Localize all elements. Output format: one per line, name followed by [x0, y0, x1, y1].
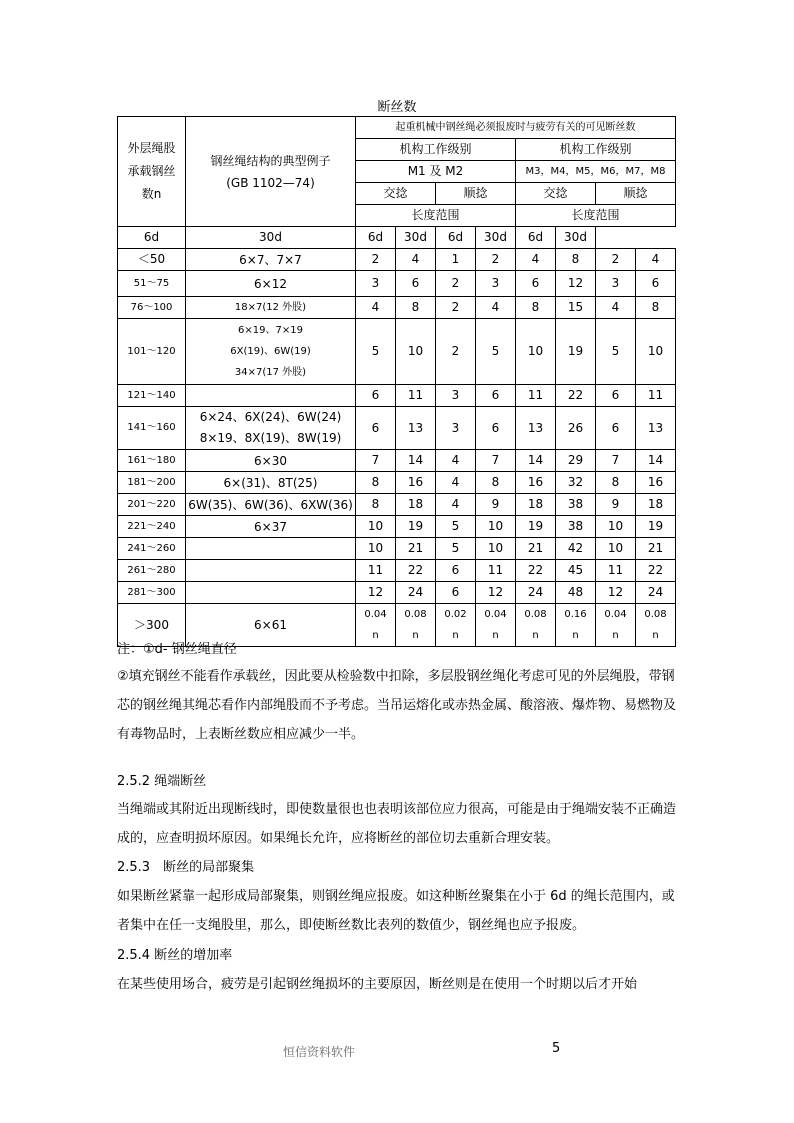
broken-wire-value: 8	[356, 472, 396, 494]
section-2-5-2-title: 2.5.2 绳端断丝	[117, 774, 207, 789]
structure-example-line: 6×61	[254, 618, 287, 632]
value-coefficient: 0.08	[404, 609, 427, 620]
structure-example	[186, 271, 356, 297]
structure-example	[186, 494, 356, 516]
structure-example	[186, 560, 356, 582]
structure-example-line: 6×24、6X(24)、6W(24)	[199, 410, 342, 424]
broken-wire-table	[117, 116, 676, 647]
broken-wire-value: 18	[396, 494, 436, 516]
value-coefficient: 0.04	[484, 609, 507, 620]
wire-count-range: 281～300	[118, 582, 186, 604]
broken-wire-value: 11	[396, 385, 436, 407]
broken-wire-value: 10	[636, 319, 676, 385]
broken-wire-value: 10	[396, 319, 436, 385]
broken-wire-value: 6	[436, 582, 476, 604]
section-2-5-4-title: 2.5.4 断丝的增加率	[117, 948, 233, 963]
header-30d: 30d	[186, 227, 356, 249]
broken-wire-value: 3	[476, 271, 516, 297]
wire-count-range: 51～75	[118, 271, 186, 297]
broken-wire-value: 2	[476, 249, 516, 271]
broken-wire-value: 14	[636, 450, 676, 472]
value-unit: n	[372, 630, 379, 641]
broken-wire-value: 5	[436, 538, 476, 560]
wire-count-range: 241～260	[118, 538, 186, 560]
broken-wire-value: 2	[436, 319, 476, 385]
broken-wire-value: 4	[596, 297, 636, 319]
value-unit: n	[452, 630, 459, 641]
broken-wire-value: 2	[356, 249, 396, 271]
broken-wire-value: 32	[556, 472, 596, 494]
structure-example-line: 6×30	[254, 453, 287, 468]
structure-example-line: 34×7(17 外股)	[234, 367, 307, 378]
broken-wire-value: 6	[436, 560, 476, 582]
broken-wire-value: 10	[356, 516, 396, 538]
broken-wire-value: 7	[476, 450, 516, 472]
broken-wire-value: 4	[436, 472, 476, 494]
wire-count-range: 221～240	[118, 516, 186, 538]
value-unit: n	[412, 630, 419, 641]
table-row	[118, 516, 676, 538]
broken-wire-value: 3	[436, 407, 476, 450]
wire-count-range: 181～200	[118, 472, 186, 494]
broken-wire-value: 18	[516, 494, 556, 516]
broken-wire-value	[516, 604, 556, 647]
broken-wire-value: 6	[396, 271, 436, 297]
broken-wire-value: 42	[556, 538, 596, 560]
value-unit: n	[572, 630, 579, 641]
structure-example	[186, 472, 356, 494]
broken-wire-value: 21	[516, 538, 556, 560]
broken-wire-value: 38	[556, 494, 596, 516]
structure-example	[186, 538, 356, 560]
table-caption: 断丝数	[377, 100, 417, 115]
value-coefficient: 0.08	[644, 609, 667, 620]
broken-wire-value: 16	[636, 472, 676, 494]
broken-wire-value: 11	[636, 385, 676, 407]
broken-wire-value: 19	[556, 319, 596, 385]
section-2-5-3-title: 2.5.3 断丝的局部聚集	[117, 860, 255, 875]
broken-wire-value: 11	[356, 560, 396, 582]
broken-wire-value: 6	[476, 385, 516, 407]
broken-wire-value: 7	[596, 450, 636, 472]
value-coefficient: 0.16	[564, 609, 587, 620]
broken-wire-value: 2	[596, 249, 636, 271]
structure-example-line: 6×12	[254, 276, 287, 291]
table-row	[118, 407, 676, 450]
table-row	[118, 319, 676, 385]
header-structure-example: 钢丝绳结构的典型例子(GB 1102—74)	[186, 117, 356, 227]
structure-example-line: 6×19、7×19	[238, 325, 303, 336]
broken-wire-value: 10	[516, 319, 556, 385]
wire-count-range: 161～180	[118, 450, 186, 472]
broken-wire-value: 22	[636, 560, 676, 582]
broken-wire-value: 6	[596, 385, 636, 407]
broken-wire-value: 22	[556, 385, 596, 407]
broken-wire-value: 22	[396, 560, 436, 582]
broken-wire-value: 1	[436, 249, 476, 271]
broken-wire-value: 8	[596, 472, 636, 494]
value-coefficient: 0.08	[524, 609, 547, 620]
broken-wire-value	[596, 604, 636, 647]
broken-wire-value: 8	[356, 494, 396, 516]
header-length-range-b: 长度范围	[516, 205, 676, 227]
structure-example-line: 8×19、8X(19)、8W(19)	[199, 431, 342, 445]
broken-wire-value: 8	[636, 297, 676, 319]
table-row	[118, 560, 676, 582]
broken-wire-value	[556, 604, 596, 647]
header-cross-lay-b: 交捻	[516, 183, 596, 205]
header-6d: 6d	[356, 227, 396, 249]
broken-wire-value: 19	[636, 516, 676, 538]
structure-example	[186, 516, 356, 538]
wire-count-range: 121～140	[118, 385, 186, 407]
structure-example-line: 6×37	[254, 519, 287, 534]
broken-wire-value: 14	[516, 450, 556, 472]
broken-wire-value: 24	[516, 582, 556, 604]
broken-wire-value: 3	[356, 271, 396, 297]
table-row	[118, 472, 676, 494]
header-class-a-values: M1 及 M2	[356, 161, 516, 183]
structure-example-line: 6X(19)、6W(19)	[230, 346, 311, 357]
table-row	[118, 494, 676, 516]
broken-wire-value: 2	[436, 297, 476, 319]
value-coefficient: 0.04	[604, 609, 627, 620]
section-2-5-2-body: 当绳端或其附近出现断线时，即使数量很也也表明该部位应力很高，可能是由于绳端安装不正确造成的，应查明损坏原因。如果绳长允许，应将断丝的部位切去重新合理安装。	[117, 802, 677, 846]
header-6d: 6d	[436, 227, 476, 249]
footer-text: 恒信资料软件	[283, 1045, 356, 1059]
broken-wire-value: 8	[476, 472, 516, 494]
value-unit: n	[492, 630, 499, 641]
header-6d: 6d	[118, 227, 186, 249]
structure-example	[186, 297, 356, 319]
wire-count-range: ＞300	[118, 604, 186, 647]
value-unit: n	[532, 630, 539, 641]
broken-wire-value	[436, 604, 476, 647]
broken-wire-value: 8	[396, 297, 436, 319]
broken-wire-value: 6	[476, 407, 516, 450]
broken-wire-value: 8	[556, 249, 596, 271]
broken-wire-value	[356, 604, 396, 647]
broken-wire-value: 5	[596, 319, 636, 385]
wire-count-range: 141～160	[118, 407, 186, 450]
table-row	[118, 297, 676, 319]
broken-wire-value: 10	[476, 538, 516, 560]
broken-wire-value: 11	[476, 560, 516, 582]
section-2-5-3-body: 如果断丝紧靠一起形成局部聚集，则钢丝绳应报废。如这种断丝聚集在小于 6d 的绳长范围内，或者集中在任一支绳股里，那么，即使断丝数比表列的数值少，钢丝绳也应予报废。	[117, 889, 675, 933]
broken-wire-value: 9	[596, 494, 636, 516]
broken-wire-value: 6	[516, 271, 556, 297]
structure-example-line: 6×(31)、8T(25)	[223, 475, 318, 490]
table-row	[118, 582, 676, 604]
value-unit: n	[652, 630, 659, 641]
structure-example	[186, 319, 356, 385]
header-class-b-values: M3，M4，M5，M6，M7，M8	[516, 161, 676, 183]
header-class-b: 机构工作级别	[516, 139, 676, 161]
broken-wire-value: 8	[516, 297, 556, 319]
header-visible-broken-wires: 起重机械中钢丝绳必须报废时与疲劳有关的可见断丝数	[356, 117, 676, 139]
broken-wire-value: 11	[596, 560, 636, 582]
broken-wire-value: 16	[396, 472, 436, 494]
note-2: ②填充钢丝不能看作承载丝，因此要从检验数中扣除，多层股钢丝绳化考虑可见的外层绳股，带钢芯的钢丝绳其绳芯看作内部绳股而不予考虑。当吊运熔化或赤热金属、酸溶液、爆炸物、易燃物及有毒物品时，上表断丝数应相应减少一半。	[117, 669, 677, 742]
broken-wire-value: 19	[396, 516, 436, 538]
header-outer-wires: 外层绳股承载钢丝数n	[118, 117, 186, 227]
table-row	[118, 450, 676, 472]
broken-wire-value: 21	[636, 538, 676, 560]
broken-wire-value: 12	[356, 582, 396, 604]
broken-wire-value: 21	[396, 538, 436, 560]
wire-count-range: 101～120	[118, 319, 186, 385]
broken-wire-value: 12	[596, 582, 636, 604]
broken-wire-value: 48	[556, 582, 596, 604]
broken-wire-value: 15	[556, 297, 596, 319]
broken-wire-value: 12	[476, 582, 516, 604]
broken-wire-value: 6	[636, 271, 676, 297]
broken-wire-value: 7	[356, 450, 396, 472]
broken-wire-value: 24	[396, 582, 436, 604]
header-cross-lay-a: 交捻	[356, 183, 436, 205]
wire-count-range: 76～100	[118, 297, 186, 319]
header-30d: 30d	[556, 227, 596, 249]
value-unit: n	[612, 630, 619, 641]
broken-wire-value: 6	[356, 407, 396, 450]
structure-example	[186, 385, 356, 407]
value-coefficient: 0.02	[444, 609, 467, 620]
header-class-a: 机构工作级别	[356, 139, 516, 161]
structure-example	[186, 407, 356, 450]
broken-wire-value: 3	[596, 271, 636, 297]
broken-wire-value: 38	[556, 516, 596, 538]
broken-wire-value	[476, 604, 516, 647]
broken-wire-value: 22	[516, 560, 556, 582]
broken-wire-value: 14	[396, 450, 436, 472]
broken-wire-value: 3	[436, 385, 476, 407]
table-row	[118, 385, 676, 407]
broken-wire-value: 5	[436, 516, 476, 538]
broken-wire-value: 4	[436, 450, 476, 472]
broken-wire-value: 5	[476, 319, 516, 385]
broken-wire-value: 10	[476, 516, 516, 538]
broken-wire-value: 10	[596, 538, 636, 560]
broken-wire-value	[396, 604, 436, 647]
table-row	[118, 538, 676, 560]
wire-count-range: 261～280	[118, 560, 186, 582]
broken-wire-value	[636, 604, 676, 647]
broken-wire-value: 9	[476, 494, 516, 516]
broken-wire-value: 13	[516, 407, 556, 450]
header-6d: 6d	[516, 227, 556, 249]
table-row	[118, 249, 676, 271]
broken-wire-value: 2	[436, 271, 476, 297]
structure-example	[186, 582, 356, 604]
broken-wire-value: 12	[556, 271, 596, 297]
broken-wire-value: 18	[636, 494, 676, 516]
broken-wire-value: 29	[556, 450, 596, 472]
structure-example-line: 6W(35)、6W(36)、6XW(36)	[188, 497, 353, 512]
structure-example-line: 6×7、7×7	[239, 252, 302, 267]
page-number: 5	[552, 1041, 561, 1056]
structure-example	[186, 450, 356, 472]
broken-wire-value: 13	[636, 407, 676, 450]
broken-wire-value: 4	[356, 297, 396, 319]
header-lang-lay-a: 顺捻	[436, 183, 516, 205]
header-30d: 30d	[476, 227, 516, 249]
broken-wire-value: 19	[516, 516, 556, 538]
broken-wire-value: 45	[556, 560, 596, 582]
broken-wire-value: 6	[596, 407, 636, 450]
broken-wire-value: 16	[516, 472, 556, 494]
table-row	[118, 271, 676, 297]
broken-wire-value: 5	[356, 319, 396, 385]
broken-wire-value: 6	[356, 385, 396, 407]
header-lang-lay-b: 顺捻	[596, 183, 676, 205]
broken-wire-value: 4	[516, 249, 556, 271]
broken-wire-value: 4	[396, 249, 436, 271]
broken-wire-value: 4	[436, 494, 476, 516]
note-1: 注：①d- 钢丝绳直径	[117, 642, 237, 657]
broken-wire-value: 26	[556, 407, 596, 450]
structure-example-line: 18×7(12 外股)	[234, 301, 307, 313]
broken-wire-value: 4	[636, 249, 676, 271]
section-2-5-4-body: 在某些使用场合，疲劳是引起钢丝绳损坏的主要原因，断丝则是在使用一个时期以后才开始	[117, 977, 638, 992]
broken-wire-value: 24	[636, 582, 676, 604]
wire-count-range: ＜50	[118, 249, 186, 271]
broken-wire-value: 10	[356, 538, 396, 560]
header-length-range-a: 长度范围	[356, 205, 516, 227]
broken-wire-value: 13	[396, 407, 436, 450]
broken-wire-value: 10	[596, 516, 636, 538]
structure-example	[186, 249, 356, 271]
broken-wire-value: 11	[516, 385, 556, 407]
wire-count-range: 201～220	[118, 494, 186, 516]
header-30d: 30d	[396, 227, 436, 249]
value-coefficient: 0.04	[364, 609, 387, 620]
broken-wire-value: 4	[476, 297, 516, 319]
